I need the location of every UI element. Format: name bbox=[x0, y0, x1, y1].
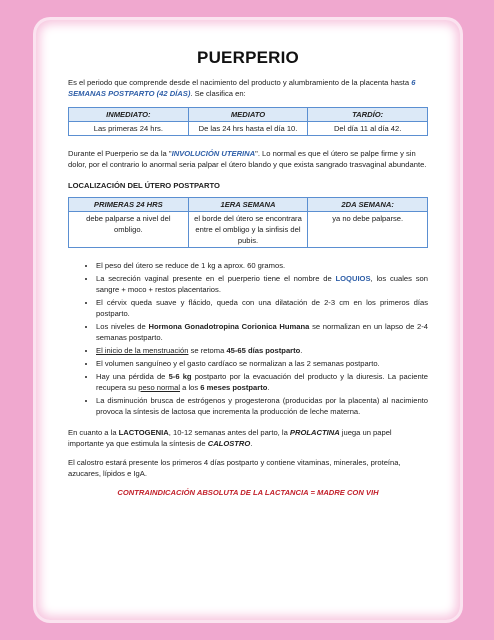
calostro-highlight: CALOSTRO bbox=[207, 439, 251, 448]
table-cell: De las 24 hrs hasta el día 10. bbox=[188, 122, 308, 136]
document-content bbox=[68, 48, 429, 506]
list-item-text: Hay una pérdida de bbox=[96, 372, 169, 381]
list-item-text: postparto por la evacuación del producto y la diuresis. La paciente recupera su bbox=[96, 372, 429, 392]
intro-highlight: 6 SEMANAS POSTPARTO (42 DÍAS) bbox=[68, 78, 416, 98]
list-item-text: Los niveles de bbox=[96, 322, 149, 331]
table-cell: Del día 11 al día 42. bbox=[308, 122, 428, 136]
table-cell: el borde del útero se encontrara entre el ombligo y la sinfisis del pubis. bbox=[188, 212, 308, 248]
paragraph-text: , 10-12 semanas antes del parto, la bbox=[168, 428, 290, 437]
list-item-text: El cérvix queda suave y flácido, queda con una dilatación de 2-3 cm en los primeros días postparto. bbox=[96, 298, 428, 318]
list-item-text: El volumen sanguíneo y el gasto cardíaco se normalizan a las 2 semanas postparto. bbox=[96, 359, 380, 368]
list-item bbox=[96, 395, 428, 417]
intro-text-end: . Se clasifica en: bbox=[190, 89, 246, 98]
weight-loss-highlight: 5-6 kg bbox=[168, 372, 192, 381]
page-title: PUERPERIO bbox=[197, 48, 299, 67]
contraindication-text: CONTRAINDICACIÓN ABSOLUTA DE LA LACTANCIA = MADRE CON VIH bbox=[117, 488, 379, 497]
list-item bbox=[96, 297, 428, 319]
table-header: 1ERA SEMANA bbox=[188, 198, 308, 212]
list-item-text: El peso del útero se reduce de 1 kg a aprox. 60 gramos. bbox=[96, 261, 286, 270]
table-cell: ya no debe palparse. bbox=[308, 212, 428, 248]
normal-weight-label: peso normal bbox=[138, 383, 181, 392]
involution-text: Durante el Puerperio se da la " bbox=[68, 149, 172, 158]
list-item-text: La secreción vaginal presente en el puerperio tiene el nombre de bbox=[96, 274, 336, 283]
facts-list bbox=[68, 260, 428, 417]
intro-paragraph bbox=[68, 77, 428, 99]
months-highlight: 6 meses postparto bbox=[200, 383, 268, 392]
list-item bbox=[96, 273, 428, 295]
table-row bbox=[69, 122, 428, 136]
table-header: INMEDIATO: bbox=[69, 108, 189, 122]
table-row bbox=[69, 212, 428, 248]
list-item bbox=[96, 358, 428, 369]
classification-table bbox=[68, 107, 428, 136]
list-item-text: La disminución brusca de estrógenos y progesterona (producidas por la placenta) al nacimiento provoca la síntesis de lactosa que incrementa la producción de leche materna. bbox=[96, 396, 428, 416]
list-item-text: . bbox=[300, 346, 303, 355]
table-header: 2DA SEMANA: bbox=[308, 198, 428, 212]
table-cell: debe palparse a nivel del ombligo. bbox=[69, 212, 189, 248]
involution-paragraph bbox=[68, 148, 428, 170]
list-item bbox=[96, 321, 428, 343]
table-header: PRIMERAS 24 HRS bbox=[69, 198, 189, 212]
involution-text-end: ". Lo normal es que el útero se palpe firme y sin dolor, por el contrario lo anormal seria palpar el útero blando y que exista sangrado trasvaginal abundante. bbox=[68, 149, 427, 169]
list-item bbox=[96, 371, 428, 393]
table-header: TARDÍO: bbox=[308, 108, 428, 122]
hormone-name: Hormona Gonadotropina Corionica Humana bbox=[148, 322, 310, 331]
calostro-paragraph: El calostro estará presente los primeros 4 días postparto y contiene vitaminas, minerales, proteína, azucares, lípidos e IgA. bbox=[68, 458, 401, 478]
menstruation-label: El inicio de la menstruación bbox=[96, 346, 189, 355]
loquios-highlight: LOQUIOS bbox=[335, 274, 371, 283]
list-item-text: , los cuales son sangre + moco + restos placentarios. bbox=[96, 274, 428, 294]
localization-title: LOCALIZACIÓN DEL ÚTERO POSTPARTO bbox=[68, 181, 220, 190]
paragraph-text: juega un papel importante ya que estimula la síntesis de bbox=[68, 428, 392, 448]
lactogenia-highlight: LACTOGENIA bbox=[118, 428, 169, 437]
involution-highlight: INVOLUCIÓN UTERINA bbox=[171, 149, 256, 158]
table-header: MEDIATO bbox=[188, 108, 308, 122]
lactogenia-paragraph bbox=[68, 427, 428, 449]
list-item-text: . bbox=[267, 383, 270, 392]
localization-table bbox=[68, 197, 428, 248]
list-item bbox=[96, 260, 428, 271]
table-cell: Las primeras 24 hrs. bbox=[69, 122, 189, 136]
prolactina-highlight: PROLACTINA bbox=[289, 428, 340, 437]
list-item-text: se retoma bbox=[188, 346, 227, 355]
list-item-text: a los bbox=[180, 383, 201, 392]
intro-text: Es el periodo que comprende desde el nacimiento del producto y alumbramiento de la placenta hasta bbox=[68, 78, 412, 87]
list-item-text: se normalizan en un lapso de 2-4 semanas postparto. bbox=[96, 322, 428, 342]
paragraph-text: . bbox=[250, 439, 253, 448]
paragraph-text: En cuanto a la bbox=[68, 428, 119, 437]
days-highlight: 45-65 días postparto bbox=[226, 346, 301, 355]
list-item bbox=[96, 345, 428, 356]
